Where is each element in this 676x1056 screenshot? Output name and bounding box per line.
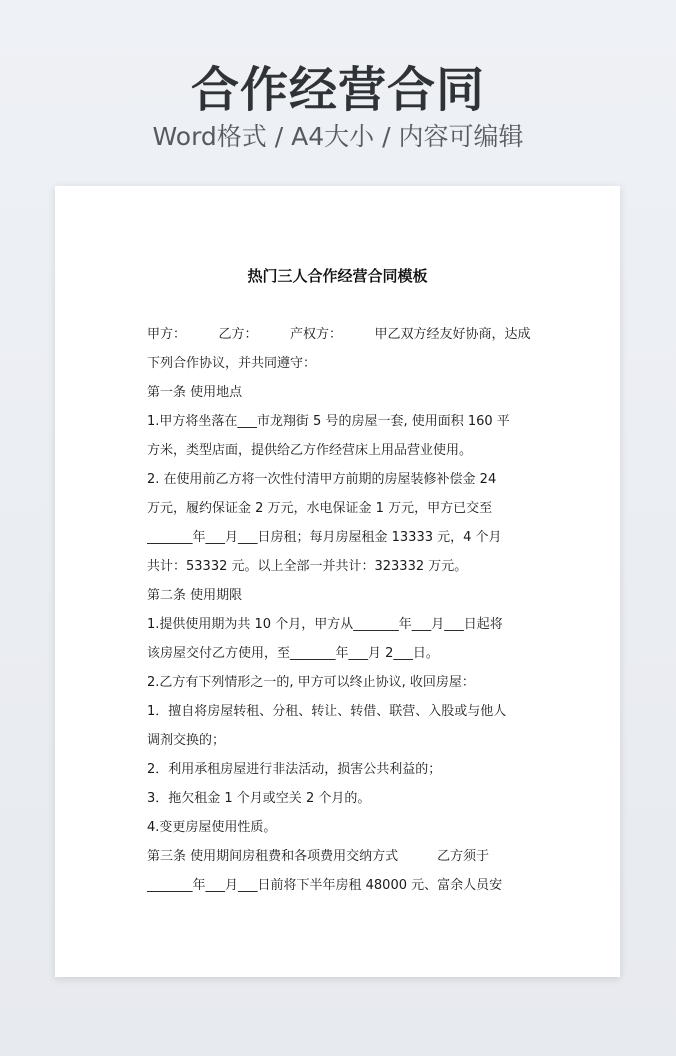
document-page xyxy=(55,186,620,977)
body-line: 共计：53332 元。以上全部一并共计：323332 万元。 xyxy=(147,559,468,574)
document-title: 热门三人合作经营合同模板 xyxy=(247,267,428,285)
body-line: 调剂交换的； xyxy=(147,733,226,748)
banner-title: 合作经营合同 xyxy=(190,62,485,118)
header-banner xyxy=(0,0,676,186)
body-line: 2．利用承租房屋进行非法活动，损害公共利益的； xyxy=(147,762,442,777)
body-line: 下列合作协议，并共同遵守： xyxy=(147,356,317,371)
body-line: 该房屋交付乙方使用，至_______年___月 2___日。 xyxy=(147,646,439,661)
body-line: 甲方： 乙方： 产权方： 甲乙双方经友好协商，达成 xyxy=(147,327,531,342)
body-line: 4.变更房屋使用性质。 xyxy=(147,820,277,835)
body-line: 1.提供使用期为共 10 个月，甲方从_______年___月___日起将 xyxy=(147,617,503,632)
body-line: _______年___月___日前将下半年房租 48000 元、富余人员安 xyxy=(147,878,503,893)
banner-subtitle: Word格式 / A4大小 / 内容可编辑 xyxy=(152,122,524,151)
document-body xyxy=(147,320,533,900)
body-line: 3．拖欠租金 1 个月或空关 2 个月的。 xyxy=(147,791,371,806)
body-line: _______年___月___日房租；每月房屋租金 13333 元，4 个月 xyxy=(147,530,502,545)
body-line: 万元，履约保证金 2 万元，水电保证金 1 万元，甲方已交至 xyxy=(147,501,493,516)
body-line: 2.乙方有下列情形之一的, 甲方可以终止协议, 收回房屋： xyxy=(147,675,475,690)
body-line: 1．擅自将房屋转租、分租、转让、转借、联营、入股或与他人 xyxy=(147,704,507,719)
body-line: 方米，类型店面，提供给乙方作经营床上用品营业使用。 xyxy=(147,443,473,458)
body-line: 1.甲方将坐落在___市龙翔街 5 号的房屋一套, 使用面积 160 平 xyxy=(147,414,510,429)
section-heading: 第二条 使用期限 xyxy=(147,588,243,603)
section-heading: 第三条 使用期间房租费和各项费用交纳方式 乙方须于 xyxy=(147,849,490,864)
body-line: 2. 在使用前乙方将一次性付清甲方前期的房屋装修补偿金 24 xyxy=(147,472,497,487)
section-heading: 第一条 使用地点 xyxy=(147,385,243,400)
